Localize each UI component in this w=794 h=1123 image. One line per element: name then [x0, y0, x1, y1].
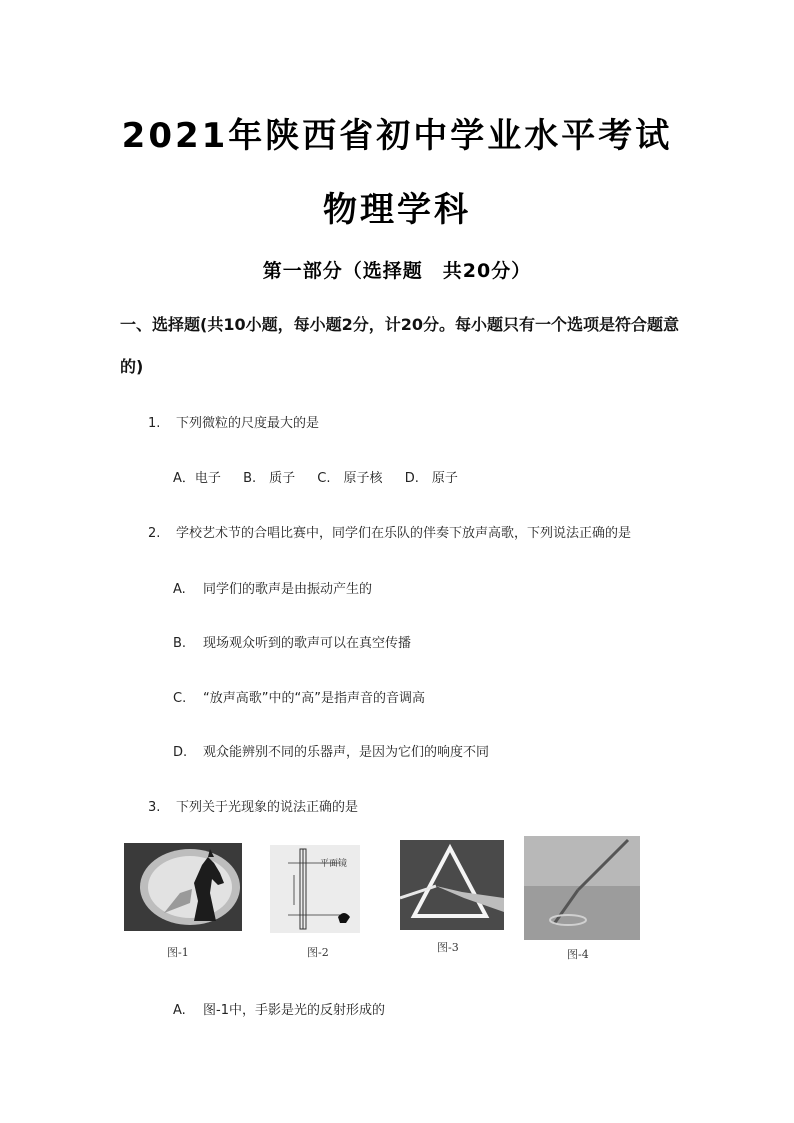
question-number: 1. — [148, 416, 161, 431]
question-1-options — [173, 467, 476, 486]
question-1 — [148, 412, 319, 431]
question-2-option-b: B. 现场观众听到的歌声可以在真空传播 — [173, 636, 412, 651]
question-2 — [148, 522, 631, 541]
question-text: 下列微粒的尺度最大的是 — [176, 416, 320, 431]
part-heading: 第一部分（选择题 共20分） — [262, 260, 532, 282]
question-2-option-a: A. 同学们的歌声是由振动产生的 — [173, 582, 373, 597]
question-number: 2. — [148, 526, 161, 541]
figure-2-caption: 图-2 — [307, 946, 329, 959]
exam-title: 2021年陕西省初中学业水平考试 — [121, 116, 673, 156]
question-3-option-a: A. 图-1中，手影是光的反射形成的 — [173, 1003, 385, 1018]
section-instructions: 一、选择题(共10小题，每小题2分，计20分。每小题只有一个选项是符合题意的) — [120, 315, 679, 376]
option-a: A．电子 — [173, 471, 221, 486]
question-number: 3. — [148, 800, 161, 815]
question-2-option-c: C. “放声高歌”中的“高”是指声音的音调高 — [173, 691, 425, 706]
figure-2-label: 平面镜 — [320, 859, 348, 869]
option-b: B. 质子 — [243, 471, 296, 486]
question-3 — [148, 796, 358, 815]
question-2-option-d: D. 观众能辨别不同的乐器声，是因为它们的响度不同 — [173, 745, 490, 760]
light-refraction-photo-icon — [524, 836, 640, 940]
question-text: 下列关于光现象的说法正确的是 — [176, 800, 359, 815]
figure-1-caption: 图-1 — [167, 946, 189, 959]
option-d: D. 原子 — [404, 471, 458, 486]
figure-4-caption: 图-4 — [567, 948, 589, 961]
option-c: C. 原子核 — [317, 471, 383, 486]
hand-shadow-horse-photo-icon — [124, 843, 242, 931]
question-text: 学校艺术节的合唱比赛中，同学们在乐队的伴奏下放声高歌，下列说法正确的是 — [176, 526, 632, 541]
prism-dispersion-photo-icon — [400, 840, 504, 930]
subject-title: 物理学科 — [323, 190, 471, 230]
figure-3-caption: 图-3 — [437, 941, 459, 954]
